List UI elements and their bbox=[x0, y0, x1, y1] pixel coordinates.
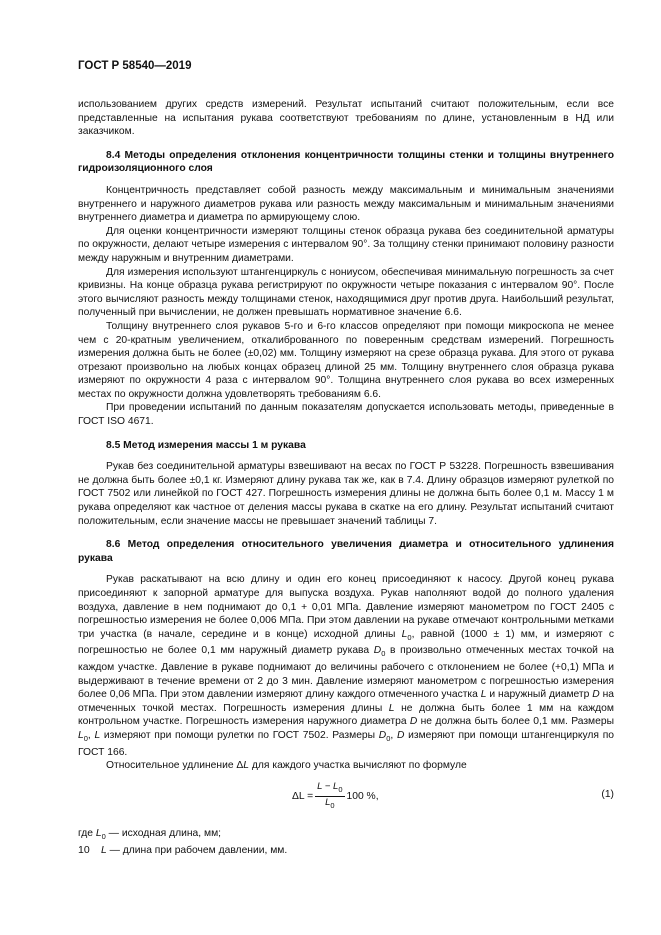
where-line-2: L — длина при рабочем давлении, мм. bbox=[101, 844, 288, 856]
section-8-5-heading: 8.5 Метод измерения массы 1 м рукава bbox=[106, 439, 306, 451]
intro-paragraph: использованием других средств измерений. Результат испытаний считают положительным, если все представленные на испытания рукава соответствуют требованиям по длине, установленным в НД или заказчиком. bbox=[78, 99, 614, 138]
page-number: 10 bbox=[78, 844, 90, 856]
formula-fraction bbox=[315, 781, 344, 812]
section-8-4-paragraph-3: Для измерения используют штангенциркуль с нониусом, обеспечивая минимальную погрешность за счет кривизны. На конце образца рукава регистрируют по окружности четыре показания с интервалом 90°. После этого вычисляют разность между толщинами стенок, находящимися друг против друга. Наибольший результат, полученный при вычислении, не должен превышать нормативное значение 6.6. bbox=[78, 266, 614, 319]
document-header: ГОСТ Р 58540—2019 bbox=[78, 60, 192, 72]
section-8-4-paragraph-4: Толщину внутреннего слоя рукавов 5-го и 6-го классов определяют при помощи микроскопа не менее чем с 20-кратным увеличением, откалиброванного по поверенным средствам измерений. Погрешность измерения должна быть не более (±0,02) мм. Толщину измеряют на срезе образца рукава. Для этого от рукава отрезают произвольно на любых концах образец длиной 25 мм. Толщину внутреннего слоя образца рукава измеряют по окружности 4 раза с интервалом 90°. Толщина внутреннего слоя рукава во всех измеренных местах по окружности должна удовлетворять требованиям 6.6. bbox=[78, 320, 614, 400]
section-8-6-paragraph-2: Относительное удлинение ΔL для каждого участка вычисляют по формуле bbox=[106, 760, 467, 772]
section-8-6-heading: 8.6 Метод определения относительного увеличения диаметра и относительного удлинения рукава bbox=[78, 539, 614, 564]
formula-numerator: $L - L_0$ bbox=[315, 781, 344, 797]
section-8-4-paragraph-5: При проведении испытаний по данным показателям допускается использовать методы, приведенные в ГОСТ ISO 4671. bbox=[78, 402, 614, 428]
section-8-4-paragraph-2: Для оценки концентричности измеряют толщины стенок образца рукава без соединительной арматуры по окружности, делают четыре измерения с интервалом 90°. За толщину стенки принимают половину разности между наружным и внутренним диаметрами. bbox=[78, 225, 614, 264]
formula-1 bbox=[78, 777, 614, 817]
document-page bbox=[78, 60, 614, 857]
section-8-6-paragraph-1: Рукав раскатывают на всю длину и один его конец присоединяют к насосу. Другой конец рукава присоединяют к запорной арматуре для выпуска воздуха. Рукав наполняют водой до полного удаления воздуха, давление в нем поднимают до 0,1 + 0,01 МПа. Давление измеряют манометром по ГОСТ 2405 с погрешностью измерения не более 0,006 МПа. При этом давлении на рукаве отмечают контрольными метками три участка (в начале, середине и в конце) исходной длины $L_0$, равной (1000 ± 1) мм, и измеряют с погрешностью не более 0,1 мм наружный диаметр рукава $D_0$ в произвольно отмеченных местах точкой на каждом участке. Давление в рукаве поднимают до величины рабочего с отклонением не более (+0,1) МПа и выдерживают в течение времени от 2 до 3 мин. Давление измеряют манометром с погрешностью измерения более 0,06 МПа. При этом давлении измеряют длину каждого отмеченного участка L и наружный диаметр D на отмеченных точкой местах. Погрешность измерения длины L не должна быть более 1 мм на каждом контрольном участке. Погрешность измерения наружного диаметра D не должна быть более 0,1 мм. Размеры $L_0$, L измеряют при помощи рулетки по ГОСТ 7502. Размеры $D_0$, D измеряют при помощи штангенциркуля по ГОСТ 166. bbox=[78, 574, 614, 758]
section-8-4-paragraph-1: Концентричность представляет собой разность между максимальным и минимальным значениями внутреннего и наружного диаметров рукава или разность между максимальным и минимальным значениями внутреннего диаметра и диаметра по армирующему слою. bbox=[78, 184, 614, 224]
formula-lhs: ΔL = bbox=[292, 790, 314, 802]
section-8-4-heading: 8.4 Методы определения отклонения концентричности толщины стенки и толщины внутреннего гидроизоляционного слоя bbox=[78, 149, 614, 175]
formula-denominator: $L_0$ bbox=[325, 796, 335, 810]
formula-expression bbox=[292, 781, 379, 812]
formula-rest: 100 %, bbox=[346, 790, 379, 802]
section-8-5-paragraph-1: Рукав без соединительной арматуры взвешивают на весах по ГОСТ Р 53228. Погрешность взвешивания не должна быть более ±0,1 кг. Измеряют длину рукава так же, как в 7.4. Длину образцов измеряют рулеткой по ГОСТ 7502 или линейкой по ГОСТ 427. Погрешность измерения длины не должна быть более 0,1 м. Массу 1 м рукава определяют как частное от деления массы рукава в скатке на его длину. Результат испытаний считают положительным, если значение массы не превышает значений таблицы 7. bbox=[78, 461, 614, 527]
formula-number: (1) bbox=[601, 788, 614, 800]
where-line-1: где $L_0$ — исходная длина, мм; bbox=[78, 827, 222, 841]
